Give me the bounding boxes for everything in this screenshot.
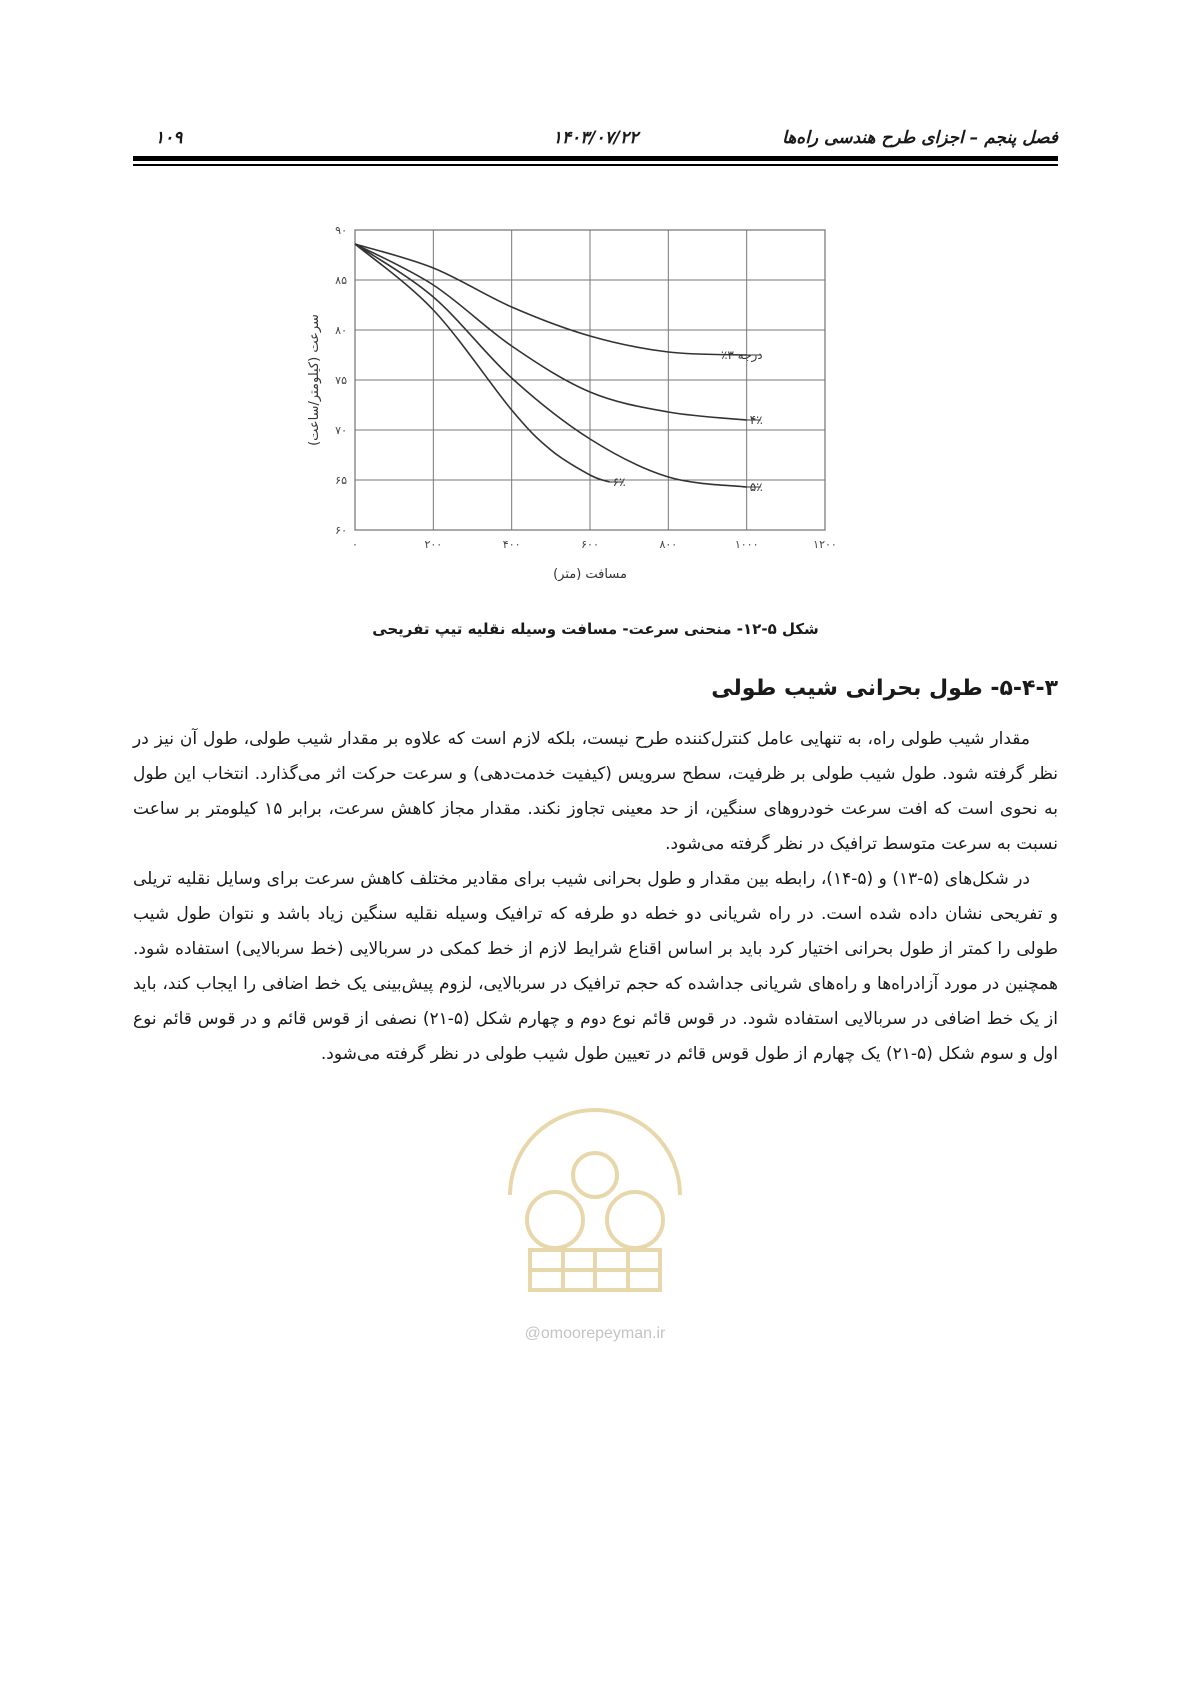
x-tick-label: ۶۰۰	[581, 538, 599, 551]
x-tick-label: ۴۰۰	[502, 538, 521, 551]
paragraph: در شکل‌های (۵-۱۳) و (۵-۱۴)، رابطه بین مقدار و طول بحرانی شیب برای مقادیر مختلف کاهش سرعت برای وسایل نقلیه تریلی و تفریحی نشان داده شده است. در راه شریانی دو خطه دو طرفه که ترافیک وسیله نقلیه سنگین زیاد باشد و نتوان طول شیب طولی را کمتر از طول بحرانی اختیار کرد باید بر اساس اقناع شرایط لازم از خط کمکی در سربالایی (خط سربالایی) استفاده شود. همچنین در مورد آزادراه‌ها و راه‌های شریانی جداشده که حجم ترافیک در سربالایی، لزوم پیش‌بینی یک خط اضافی را ایجاب کند، باید از یک خط اضافی در سربالایی استفاده شود. در قوس قائم نوع دوم و چهارم شکل (۵-۲۱) نصفی از قوس قائم و در قوس قائم نوع اول و سوم شکل (۵-۲۱) یک چهارم از طول قوس قائم در تعیین طول شیب طولی در نظر گرفته می‌شود.	[133, 869, 1058, 1064]
x-tick-label: ۱۰۰۰	[734, 538, 759, 551]
y-tick-label: ۸۵	[335, 274, 347, 287]
x-tick-label: ۸۰۰	[659, 538, 678, 551]
figure-caption: شکل ۵-۱۲- منحنی سرعت- مسافت وسیله نقلیه تیپ تفریحی	[372, 620, 819, 638]
body-text	[133, 722, 1058, 1072]
y-tick-label: ۶۰	[335, 524, 347, 537]
y-tick-label: ۷۵	[335, 374, 347, 387]
page-header	[133, 128, 1058, 152]
series-label: ۴٪	[749, 413, 763, 427]
x-axis-label: مسافت (متر)	[553, 567, 627, 582]
section-heading: ۵-۴-۳- طول بحرانی شیب طولی	[711, 676, 1058, 701]
chapter-title: فصل پنجم – اجزای طرح هندسی راه‌ها	[782, 128, 1058, 148]
chart-labels	[335, 224, 837, 551]
y-tick-label: ۸۰	[335, 324, 347, 337]
x-tick-label: ۲۰۰	[424, 538, 443, 551]
header-rule-thick	[133, 156, 1058, 161]
watermark-url: @omoorepeyman.ir	[524, 1325, 666, 1342]
y-tick-label: ۷۰	[335, 424, 347, 437]
series-label: ۵٪	[749, 480, 763, 494]
x-tick-label: ۰	[352, 538, 358, 551]
speed-distance-chart	[300, 220, 860, 610]
y-tick-label: ۶۵	[335, 474, 347, 487]
series-label: ۶٪	[612, 475, 626, 489]
series-line	[355, 244, 747, 355]
series-label: درجه ۳٪	[720, 348, 763, 362]
publisher-seal-watermark	[470, 1070, 720, 1320]
series-line	[355, 244, 747, 420]
header-rule-thin	[133, 164, 1058, 166]
page-number: ۱۰۹	[155, 128, 183, 148]
x-tick-label: ۱۲۰۰	[813, 538, 837, 551]
header-date: ۱۴۰۳/۰۷/۲۲	[552, 128, 639, 148]
paragraph: مقدار شیب طولی راه، به تنهایی عامل کنترل‌کننده طرح نیست، بلکه لازم است که علاوه بر مقدار شیب طولی، طول آن نیز در نظر گرفته شود. طول شیب طولی بر ظرفیت، سطح سرویس (کیفیت خدمت‌دهی) و سرعت حرکت اثر می‌گذارد. انتخاب این طول به نحوی است که افت سرعت خودروهای سنگین، از حد معینی تجاوز نکند. مقدار مجاز کاهش سرعت، برابر ۱۵ کیلومتر بر ساعت نسبت به سرعت متوسط ترافیک در نظر گرفته می‌شود.	[133, 729, 1058, 854]
y-tick-label: ۹۰	[335, 224, 347, 237]
y-axis-label: سرعت (کیلومتر/ساعت)	[307, 314, 322, 446]
